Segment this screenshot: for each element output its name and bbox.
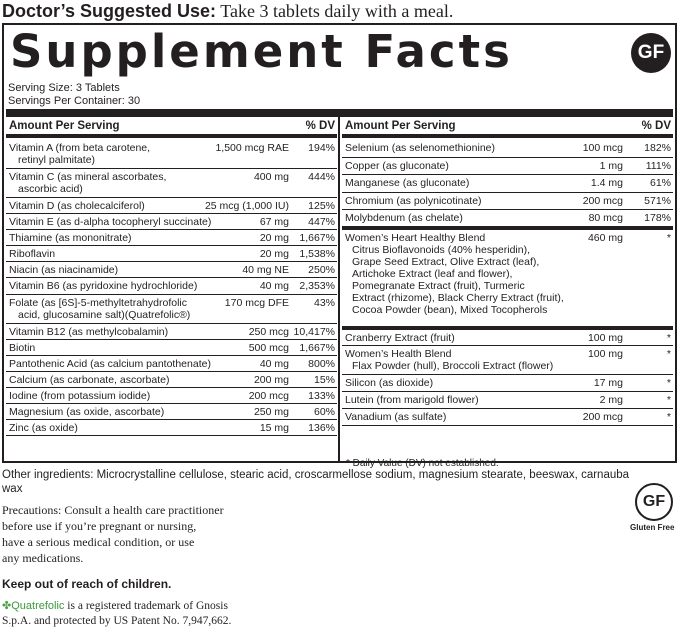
nutrient-name: Lutein (from marigold flower) (345, 394, 479, 406)
nutrient-amount: 100 mcg (582, 142, 623, 154)
nutrient-row (6, 295, 337, 324)
nutrient-name-cont: ascorbic acid) (18, 183, 83, 195)
heart-blend-ingredient-line: Grape Seed Extract, Olive Extract (leaf), (352, 256, 540, 268)
nutrient-name: Vitamin B6 (as pyridoxine hydrochloride) (9, 280, 198, 293)
nutrient-name: Vitamin B12 (as methylcobalamin) (9, 325, 169, 338)
nutrient-dv: 136% (308, 422, 335, 435)
nutrient-dv: 61% (649, 177, 671, 189)
nutrient-dv: 10,417% (293, 325, 335, 338)
nutrient-amount: 250 mg (253, 406, 289, 419)
nutrient-row (342, 175, 673, 193)
nutrient-dv: 182% (644, 142, 671, 154)
nutrient-name-cont: acid, glucosamine salt)(Quatrefolic®) (18, 308, 191, 321)
gluten-free-icon: GF (635, 483, 673, 521)
nutrient-name: Vitamin A (from beta carotene, (9, 142, 151, 154)
nutrient-name: Vitamin E (as d-alpha tocopheryl succinate) (9, 216, 212, 229)
nutrient-amount: 170 mcg DFE (224, 296, 289, 309)
nutrient-name: Folate (as [6S]-5-methyltetrahydrofolic (9, 296, 187, 309)
nutrient-amount: 200 mcg (582, 411, 623, 423)
heart-blend-ingredient-line: Cocoa Powder (bean), Mixed Tocopherols (352, 304, 548, 316)
nutrient-dv: 2,353% (299, 280, 335, 293)
nutrient-name: Manganese (as gluconate) (345, 177, 470, 189)
nutrient-name: Iodine (from potassium iodide) (9, 389, 151, 402)
nutrient-name: Calcium (as carbonate, ascorbate) (9, 373, 170, 386)
nutrient-dv: 60% (313, 406, 335, 419)
health-blend-name: Women’s Health Blend (345, 348, 452, 360)
nutrient-dv: 571% (644, 194, 671, 207)
nutrient-row (342, 409, 673, 426)
nutrient-row (6, 278, 337, 294)
keep-out-warning: Keep out of reach of children. (2, 577, 172, 591)
cranberry-amount: 100 mg (587, 332, 623, 344)
nutrient-name: Thiamine (as mononitrate) (9, 232, 132, 245)
nutrient-name: Selenium (as selenomethionine) (345, 142, 495, 154)
other-ingredients: Other ingredients: Microcrystalline cellulose, stearic acid, croscarmellose sodium, magnesium stearate, beeswax, carnauba wax (2, 469, 630, 495)
nutrient-dv: * (666, 377, 671, 389)
nutrient-row (6, 324, 337, 340)
nutrient-dv: 1,667% (299, 341, 335, 354)
quatrefolic-leaf-icon: ✤ (2, 600, 12, 612)
quatrefolic-logo: Quatrefolic (11, 600, 65, 612)
nutrient-dv: 800% (308, 357, 335, 370)
nutrient-dv: 250% (308, 264, 335, 277)
nutrient-amount: 500 mcg (248, 341, 289, 354)
heart-blend-ingredient-line: Pomegranate Extract (fruit), Turmeric (352, 280, 525, 292)
suggested-use-text: Take 3 tablets daily with a meal. (216, 1, 454, 21)
nutrient-name-cont: retinyl palmitate) (18, 154, 96, 166)
nutrient-amount: 67 mg (259, 216, 289, 229)
nutrient-amount: 200 mcg (248, 389, 289, 402)
panel-title: Supplement Facts (10, 25, 513, 78)
nutrient-amount: 1.4 mg (590, 177, 623, 189)
trademark-line1: is a registered trademark of Gnosis (67, 600, 228, 612)
precautions-line: any medications. (2, 551, 84, 565)
right-column (342, 119, 673, 469)
header-dv: % DV (641, 120, 671, 132)
nutrient-name: Chromium (as polynicotinate) (345, 194, 482, 207)
cranberry-row (342, 330, 673, 346)
dv-footnote: * Daily Value (DV) not established. (346, 458, 499, 469)
cranberry-name: Cranberry Extract (fruit) (345, 332, 455, 344)
nutrient-name: Pantothenic Acid (as calcium pantothenate) (9, 357, 211, 370)
nutrient-name: Vitamin D (as cholecalciferol) (9, 200, 145, 212)
nutrient-dv: 194% (308, 142, 335, 154)
heart-blend-ingredient-line: Extract (rhizome), Black Cherry Extract (fruit), (352, 292, 564, 304)
nutrient-amount: 40 mg (259, 357, 289, 370)
gluten-free-badge-icon: GF (631, 33, 671, 73)
health-blend-ingredients: Flax Powder (hull), Broccoli Extract (flower) (352, 360, 554, 372)
heart-blend-ingredients (352, 244, 564, 316)
nutrient-row (6, 214, 337, 230)
trademark-notice (2, 599, 231, 629)
precautions-line: before use if you’re pregnant or nursing, (2, 519, 197, 533)
nutrient-amount: 250 mcg (248, 325, 289, 338)
nutrient-row (6, 140, 337, 169)
nutrient-row (6, 340, 337, 356)
nutrient-amount: 17 mg (593, 377, 623, 389)
nutrient-dv: 444% (308, 171, 335, 183)
heart-blend-amount: 460 mg (587, 232, 623, 244)
nutrient-row (6, 420, 337, 436)
nutrient-amount: 25 mcg (1,000 IU) (204, 200, 289, 212)
heart-blend-row (342, 230, 673, 330)
nutrient-name: Niacin (as niacinamide) (9, 264, 119, 277)
gluten-free-label: Gluten Free (630, 523, 675, 532)
nutrient-dv: * (666, 394, 671, 406)
nutrient-amount: 200 mg (253, 373, 289, 386)
nutrient-amount: 200 mcg (582, 194, 623, 207)
nutrient-row (6, 388, 337, 404)
nutrient-dv: * (666, 411, 671, 423)
nutrient-name: Silicon (as dioxide) (345, 377, 434, 389)
supplement-facts-panel (2, 23, 677, 469)
column-divider (338, 117, 340, 461)
heart-blend-ingredient-line: Artichoke Extract (leaf and flower), (352, 268, 513, 280)
header-dv: % DV (305, 120, 335, 132)
nutrient-dv: 1,538% (299, 248, 335, 261)
precautions-line: have a serious medical condition, or use (2, 535, 195, 549)
health-blend-amount: 100 mg (587, 348, 623, 360)
nutrient-row (342, 158, 673, 176)
nutrient-amount: 40 mg (259, 280, 289, 293)
nutrient-name: Zinc (as oxide) (9, 422, 78, 435)
nutrient-amount: 400 mg (253, 171, 289, 183)
nutrient-row (342, 375, 673, 392)
nutrient-name: Magnesium (as oxide, ascorbate) (9, 406, 165, 419)
serving-size: Serving Size: 3 Tablets (8, 82, 120, 94)
nutrient-name: Copper (as gluconate) (345, 159, 449, 172)
nutrient-dv: 178% (644, 212, 671, 224)
nutrient-row (342, 140, 673, 158)
nutrient-row (6, 246, 337, 262)
header-amount: Amount Per Serving (9, 120, 120, 132)
left-header (6, 119, 337, 138)
nutrient-row (6, 169, 337, 198)
nutrient-dv: 125% (308, 200, 335, 212)
nutrient-amount: 80 mcg (588, 212, 623, 224)
heart-blend-ingredient-line: Citrus Bioflavonoids (40% hesperidin), (352, 244, 531, 256)
nutrient-dv: 15% (313, 373, 335, 386)
heart-blend-dv: * (666, 232, 671, 244)
nutrient-name: Biotin (9, 341, 36, 354)
nutrient-amount: 40 mg NE (242, 264, 289, 277)
nutrient-amount: 2 mg (599, 394, 623, 406)
nutrient-row (342, 392, 673, 409)
nutrient-dv: 43% (313, 296, 335, 309)
precautions (2, 502, 224, 566)
nutrient-row (342, 193, 673, 211)
nutrient-name: Vanadium (as sulfate) (345, 411, 447, 423)
nutrient-amount: 20 mg (259, 248, 289, 261)
nutrient-row (6, 198, 337, 214)
nutrient-row (6, 356, 337, 372)
cranberry-dv: * (666, 332, 671, 344)
nutrient-row (6, 404, 337, 420)
nutrient-row (6, 262, 337, 278)
nutrient-name: Molybdenum (as chelate) (345, 212, 463, 224)
nutrient-amount: 20 mg (259, 232, 289, 245)
suggested-use-label: Doctor’s Suggested Use: (2, 1, 217, 21)
nutrient-amount: 15 mg (259, 422, 289, 435)
nutrient-amount: 1 mg (599, 159, 623, 172)
nutrient-amount: 1,500 mcg RAE (215, 142, 289, 154)
nutrient-dv: 1,667% (299, 232, 335, 245)
left-column (6, 119, 337, 436)
nutrient-row (6, 230, 337, 246)
nutrient-row (342, 210, 673, 230)
right-header (342, 119, 673, 138)
health-blend-dv: * (666, 348, 671, 360)
health-blend-row (342, 346, 673, 375)
precautions-line: Precautions: Consult a health care practitioner (2, 503, 224, 517)
divider-bar (6, 109, 673, 117)
nutrient-row (6, 372, 337, 388)
header-amount: Amount Per Serving (345, 120, 456, 132)
suggested-use (2, 0, 453, 22)
nutrient-name: Riboflavin (9, 248, 56, 261)
nutrient-name: Vitamin C (as mineral ascorbates, (9, 171, 167, 183)
nutrient-dv: 111% (645, 159, 671, 172)
nutrient-dv: 133% (308, 389, 335, 402)
heart-blend-name: Women’s Heart Healthy Blend (345, 232, 486, 244)
nutrient-dv: 447% (308, 216, 335, 229)
trademark-line2: S.p.A. and protected by US Patent No. 7,947,662. (2, 615, 232, 627)
servings-per-container: Servings Per Container: 30 (8, 95, 141, 107)
